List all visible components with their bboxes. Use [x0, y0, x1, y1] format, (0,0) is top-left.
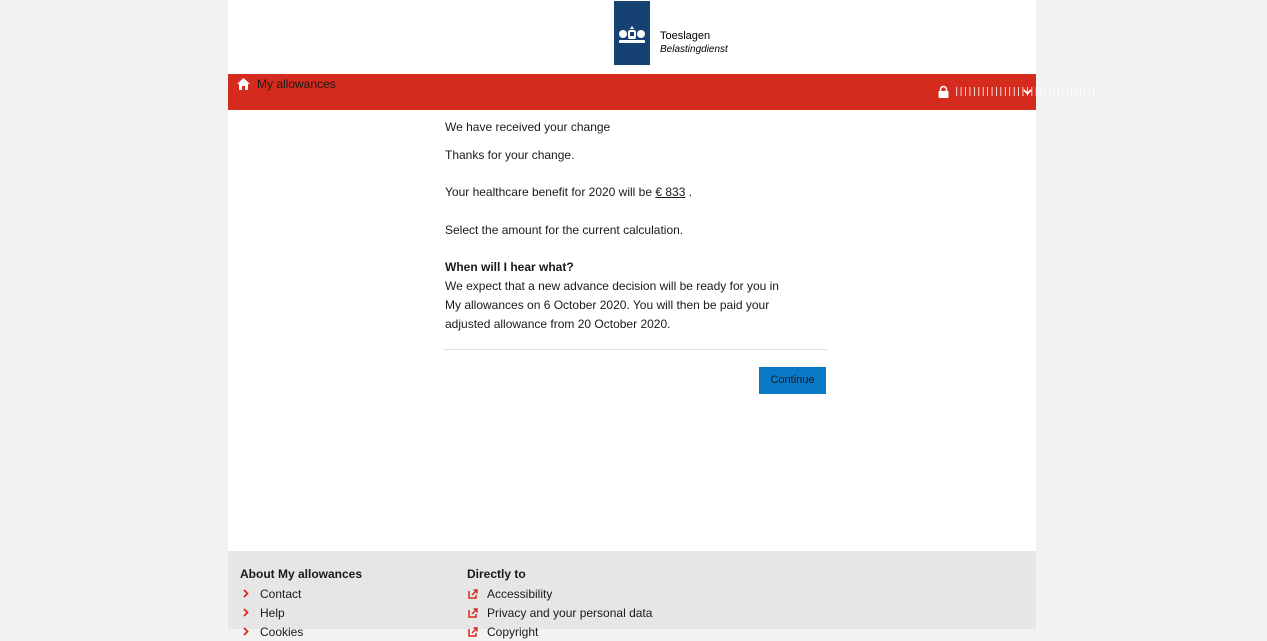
external-link-icon: [467, 627, 479, 637]
footer-link-cookies[interactable]: [240, 622, 362, 641]
footer-link-label: Contact: [260, 586, 302, 601]
logo-subtitle: Belastingdienst: [660, 44, 728, 55]
logo-title: Toeslagen: [660, 30, 711, 42]
continue-button[interactable]: Continue: [759, 367, 826, 394]
select-amount-hint: Select the amount for the current calculation.: [445, 223, 684, 237]
when-heading: When will I hear what?: [445, 260, 574, 274]
thanks-message: Thanks for your change.: [445, 148, 575, 162]
footer-link-copyright[interactable]: [467, 622, 652, 641]
footer: [228, 551, 1036, 639]
footer-link-label: Privacy and your personal data: [487, 605, 653, 620]
footer-link-label: Copyright: [487, 624, 539, 639]
footer-link-contact[interactable]: [240, 584, 362, 603]
expect-message: We expect that a new advance decision will be ready for you in My allowances on 6 October 2020. You will then be paid your adjusted allowance from 20 October 2020.: [445, 279, 779, 331]
content-divider: [443, 349, 827, 350]
page-container: [228, 0, 1096, 639]
chevron-right-icon: [240, 589, 252, 598]
chevron-right-icon: [240, 627, 252, 636]
footer-directly-heading: Directly to: [467, 567, 526, 581]
footer-about-heading: About My allowances: [240, 567, 363, 581]
footer-link-help[interactable]: [240, 603, 362, 622]
benefit-prefix: Your healthcare benefit for 2020 will be: [445, 185, 653, 199]
user-menu[interactable]: [938, 86, 1096, 98]
lock-icon: [938, 86, 949, 98]
user-name: ||||||||||||||||||||||||||||||||: [954, 87, 1096, 97]
benefit-suffix: .: [688, 185, 693, 199]
chevron-down-icon: [1023, 89, 1032, 95]
nav-home-label: My allowances: [257, 77, 336, 91]
logo-emblem: [614, 1, 650, 65]
chevron-right-icon: [240, 608, 252, 617]
home-icon: [237, 78, 250, 90]
logo-text: [660, 30, 728, 56]
external-link-icon: [467, 589, 479, 599]
external-link-icon: [467, 608, 479, 618]
main-navbar: [228, 74, 1096, 110]
benefit-message: [445, 183, 692, 202]
footer-link-label: Help: [260, 605, 285, 620]
coat-of-arms-icon: [616, 25, 648, 45]
footer-link-label: Cookies: [260, 624, 304, 639]
footer-directly-column: [467, 566, 652, 641]
footer-about-column: [240, 566, 362, 641]
footer-link-privacy[interactable]: [467, 603, 652, 622]
nav-home-link[interactable]: [237, 77, 336, 91]
received-message: We have received your change: [445, 120, 611, 134]
logo: [614, 1, 754, 65]
benefit-amount-link[interactable]: € 833: [655, 185, 686, 199]
footer-link-label: Accessibility: [487, 586, 553, 601]
footer-link-accessibility[interactable]: [467, 584, 652, 603]
